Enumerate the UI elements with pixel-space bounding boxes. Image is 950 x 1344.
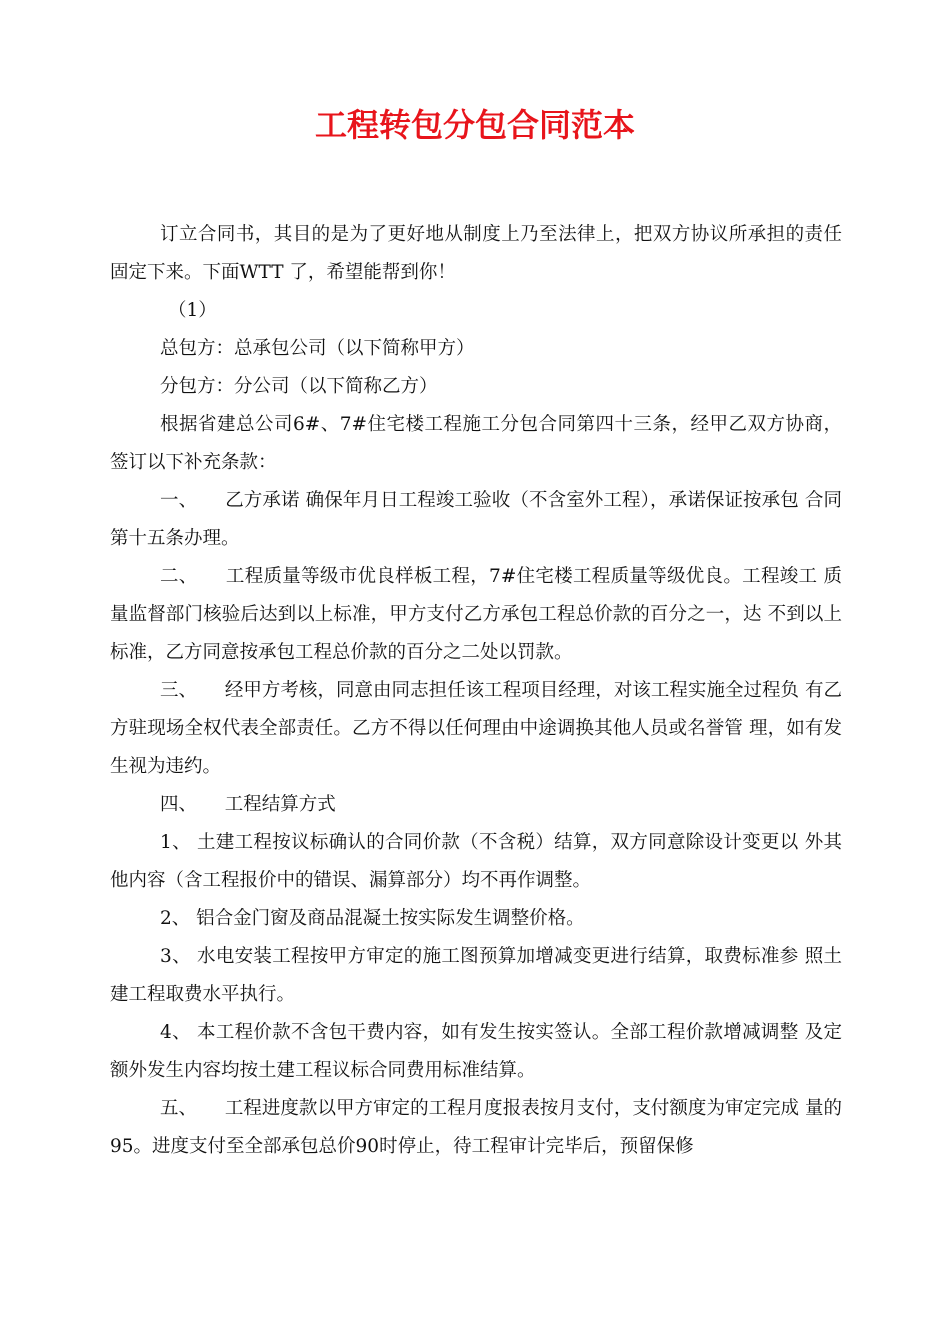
clause-4-item-2: 2、 铝合金门窗及商品混凝土按实际发生调整价格。: [160, 908, 585, 929]
clause-2: 二、 工程质量等级市优良样板工程，7#住宅楼工程质量等级优良。工程竣工 质量监督部门核验后达到以上标准，甲方支付乙方承包工程总价款的百分之一，达 不到以上标准，乙方同意按承包工程总价款的百分之二处以罚款。: [110, 566, 842, 663]
clause-3: 三、 经甲方考核，同意由同志担任该工程项目经理，对该工程实施全过程负 有乙方驻现场全权代表全部责任。乙方不得以任何理由中途调换其他人员或名誉管 理，如有发生视为违约。: [110, 680, 842, 777]
paragraph-party-a: 总包方：总承包公司（以下简称甲方）: [160, 338, 475, 359]
clause-4: 四、 工程结算方式: [160, 794, 336, 815]
document-body: [110, 216, 842, 1166]
paragraph-number: （1）: [168, 300, 217, 321]
paragraph-intro: 订立合同书，其目的是为了更好地从制度上乃至法律上，把双方协议所承担的责任固定下来。下面WTT 了，希望能帮到你！: [110, 224, 842, 283]
clause-4-item-3: 3、 水电安装工程按甲方审定的施工图预算加增减变更进行结算，取费标准参 照土建工程取费水平执行。: [110, 946, 842, 1005]
document-title: 工程转包分包合同范本: [314, 106, 635, 144]
clause-1: 一、 乙方承诺 确保年月日工程竣工验收（不含室外工程），承诺保证按承包 合同第十五条办理。: [110, 490, 842, 549]
paragraph-basis: 根据省建总公司6#、7#住宅楼工程施工分包合同第四十三条，经甲乙双方协商，签订以下补充条款：: [110, 414, 842, 473]
clause-4-item-1: 1、 土建工程按议标确认的合同价款（不含税）结算，双方同意除设计变更以 外其他内容（含工程报价中的错误、漏算部分）均不再作调整。: [110, 832, 842, 891]
clause-4-item-4: 4、 本工程价款不含包干费内容，如有发生按实签认。全部工程价款增减调整 及定额外发生内容均按土建工程议标合同费用标准结算。: [110, 1022, 842, 1081]
clause-5: 五、 工程进度款以甲方审定的工程月度报表按月支付，支付额度为审定完成 量的95。进度支付至全部承包总价90时停止，待工程审计完毕后，预留保修: [110, 1098, 842, 1157]
paragraph-party-b: 分包方：分公司（以下简称乙方）: [160, 376, 438, 397]
